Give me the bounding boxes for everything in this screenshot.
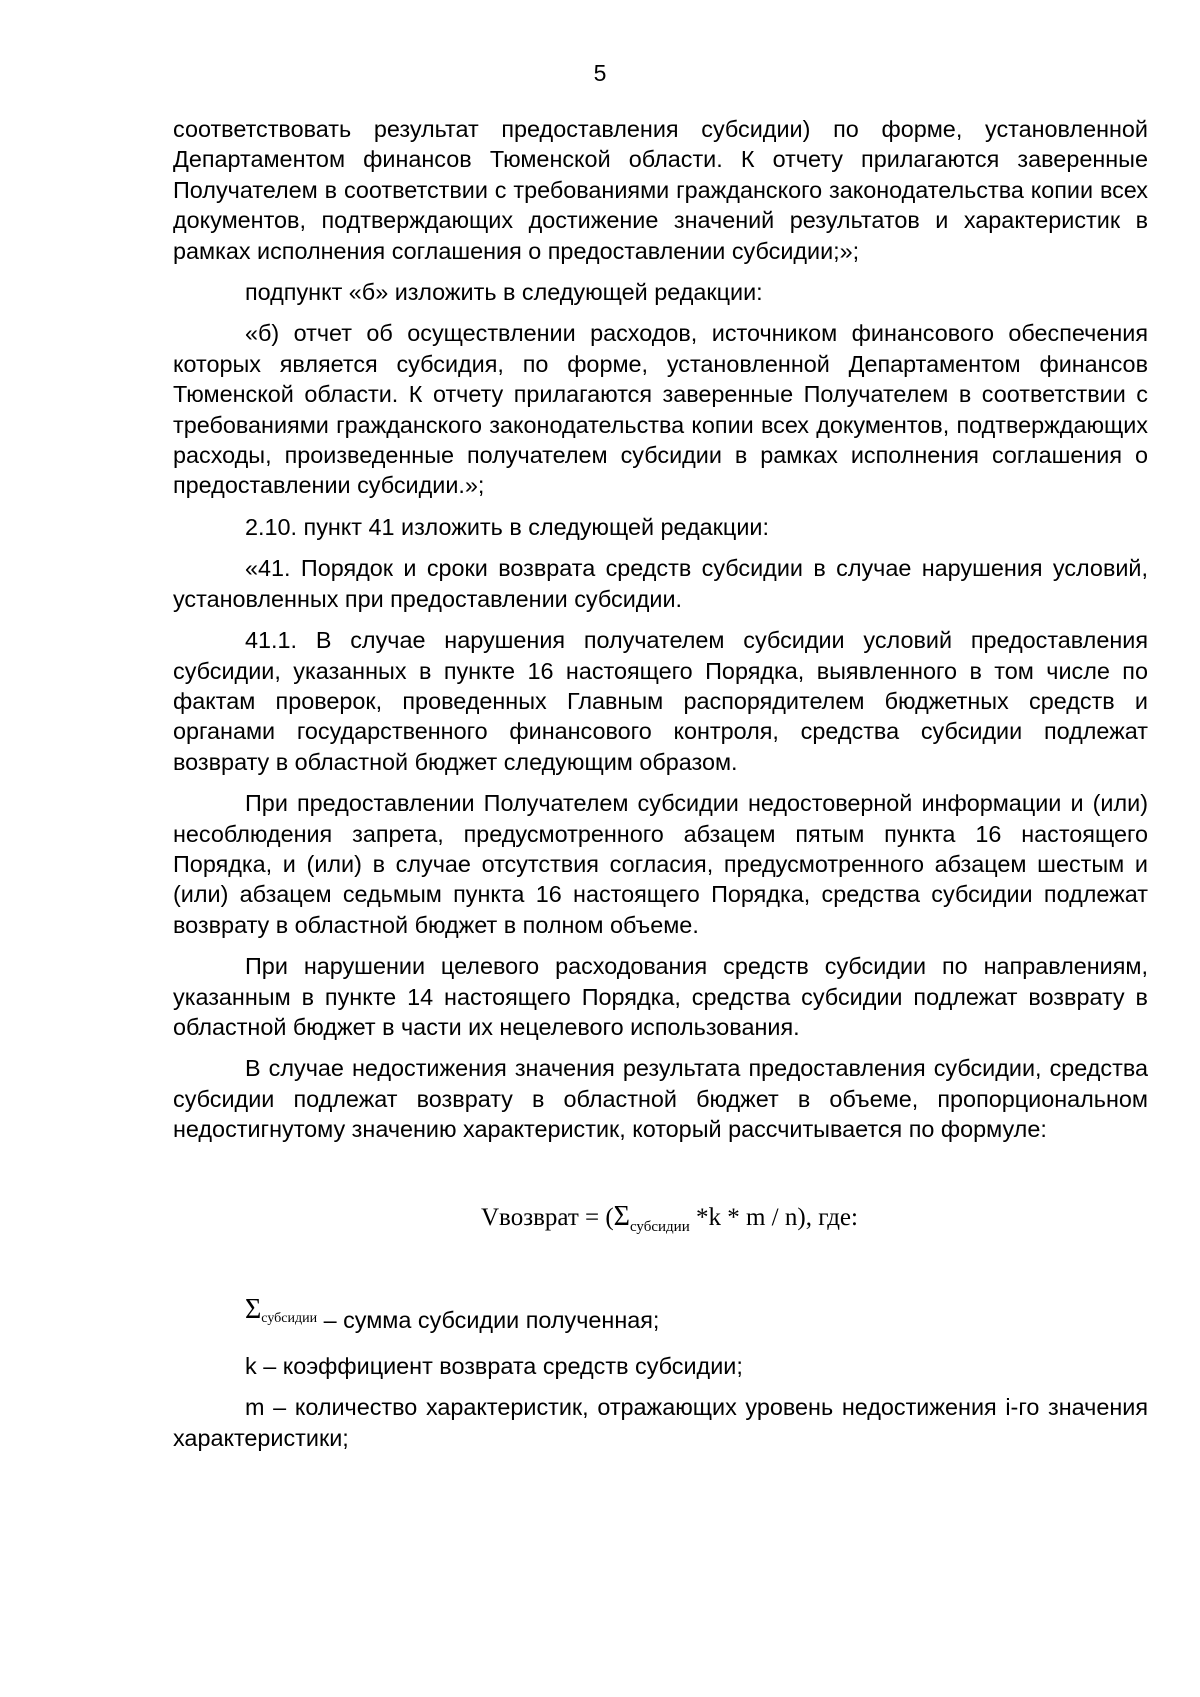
definition-sum-text: – сумма субсидии полученная; bbox=[317, 1306, 660, 1333]
definition-sigma bbox=[245, 1295, 317, 1330]
paragraph-unreliable-info: При предоставлении Получателем субсидии недостоверной информации и (или) несоблюдения запрета, предусмотренного абзацем пятым пункта 16 настоящего Порядка, и (или) в случае отсутствия согласия, предусмотренного абзацем шестым и (или) абзацем седьмым пункта 16 настоящего Порядка, средства субсидии подлежат возврату в областной бюджет в полном объеме. bbox=[173, 790, 1148, 938]
paragraph-non-achievement: В случае недостижения значения результата предоставления субсидии, средства субсидии подлежат возврату в областной бюджет в объеме, пропорциональном недостигнутому значению характеристик, который рассчитывается по формуле: bbox=[173, 1055, 1148, 1143]
page-number: 5 bbox=[593, 60, 607, 86]
definition-sum-subsidy bbox=[173, 1293, 1148, 1340]
paragraph-item-41-1: 41.1. В случае нарушения получателем субсидии условий предоставления субсидии, указанных в пункте 16 настоящего Порядка, выявленного в том числе по фактам проверок, проведенных Главным распорядителем бюджетных средств и органами государственного финансового контроля, средства субсидии подлежат возврату в областной бюджет следующим образом. bbox=[173, 627, 1148, 775]
definition-sigma-subscript: субсидии bbox=[261, 1310, 318, 1326]
formula-definitions bbox=[173, 1293, 1148, 1454]
paragraph-report-form-continuation: соответствовать результат предоставления субсидии) по форме, установленной Департаментом финансов Тюменской области. К отчету прилагаются заверенные Получателем в соответствии с требованиями гражданского законодательства копии всех документов, подтверждающих достижение значений результатов и характеристик в рамках исполнения соглашения о предоставлении субсидии;»; bbox=[173, 116, 1148, 264]
sigma-symbol: Σ bbox=[613, 1200, 630, 1232]
paragraph-item-41-heading: «41. Порядок и сроки возврата средств субсидии в случае нарушения условий, установленных при предоставлении субсидии. bbox=[173, 555, 1148, 612]
definition-k: k – коэффициент возврата средств субсидии; bbox=[245, 1353, 743, 1379]
paragraph-misuse: При нарушении целевого расходования средств субсидии по направлениям, указанным в пункте 14 настоящего Порядка, средства субсидии подлежат возврату в областной бюджет в части их нецелевого использования. bbox=[173, 953, 1148, 1040]
formula-lhs: Vвозврат = ( bbox=[481, 1203, 614, 1231]
sigma-symbol: Σ bbox=[245, 1293, 262, 1325]
formula-rhs: *k * m / n), где: bbox=[689, 1203, 858, 1231]
paragraph-subitem-b-intro: подпункт «б» изложить в следующей редакции: bbox=[245, 279, 763, 306]
refund-formula bbox=[173, 1197, 1148, 1237]
definition-m: m – количество характеристик, отражающих уровень недостижения i-го значения характеристики; bbox=[173, 1394, 1148, 1451]
paragraph-subitem-b: «б) отчет об осуществлении расходов, источником финансового обеспечения которых является субсидия, по форме, установленной Департаментом финансов Тюменской области. К отчету прилагаются заверенные Получателем в соответствии с требованиями гражданского законодательства копии всех документов, подтверждающих расходы, произведенные получателем субсидии в рамках исполнения соглашения о предоставлении субсидии.»; bbox=[173, 320, 1148, 499]
document-body bbox=[173, 114, 1148, 1464]
paragraph-item-2-10: 2.10. пункт 41 изложить в следующей редакции: bbox=[245, 513, 769, 540]
formula-sigma-subscript: субсидии bbox=[629, 1218, 690, 1235]
